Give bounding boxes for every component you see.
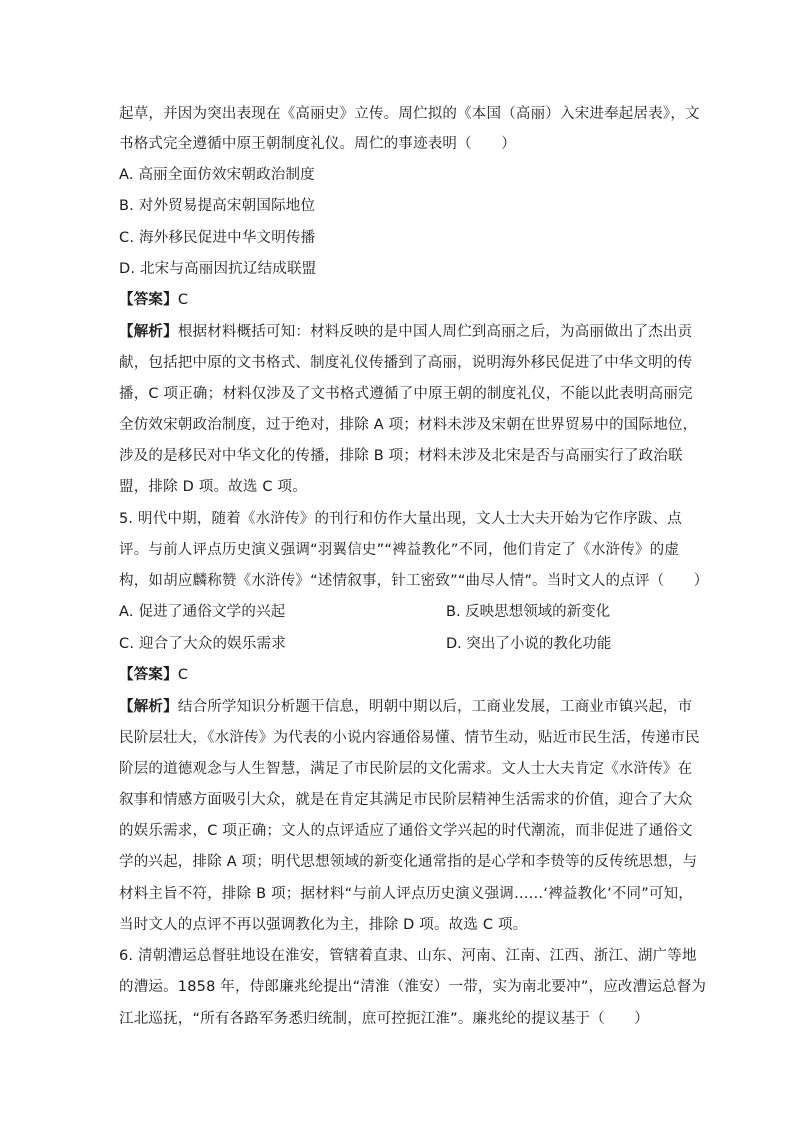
q4-analysis-line: 盟，排除 D 项。故选 C 项。 (119, 479, 307, 495)
q5-analysis-line: 阶层的道德观念与人生智慧，满足了市民阶层的文化需求。文人士大夫肯定《水浒传》在 (119, 761, 693, 777)
q4-analysis-line: 献，包括把中原的文书格式、制度礼仪传播到了高丽，说明海外移民促进了中华文明的传 (119, 355, 693, 371)
q5-analysis-line: 的娱乐需求，C 项正确；文人的点评适应了通俗文学兴起的时代潮流，而非促进了通俗文 (119, 823, 693, 839)
q5-analysis-line: 学的兴起，排除 A 项；明代思想领域的新变化通常指的是心学和李贽等的反传统思想，与 (119, 854, 698, 870)
q5-option-c: C. 迎合了大众的娱乐需求 (119, 636, 286, 652)
analysis-label: 【解析】 (119, 699, 178, 715)
q5-stem-line: 构，如胡应麟称赞《水浒传》“述情叙事，针工密致”“曲尽人情”。当时文人的点评（ ） (119, 573, 709, 589)
q4-analysis-line (119, 322, 692, 342)
q5-answer (119, 665, 188, 685)
answer-label: 【答案】 (119, 667, 178, 683)
q5-analysis-line: 当时文人的点评不再以强调教化为主，排除 D 项。故选 C 项。 (119, 917, 528, 933)
q4-option-a: A. 高丽全面仿效宋朝政治制度 (119, 167, 315, 183)
analysis-label: 【解析】 (119, 324, 178, 340)
q4-stem-line: 起草，并因为突出表现在《高丽史》立传。周伫拟的《本国（高丽）入宋进奉起居表》，文 (119, 106, 700, 122)
q5-stem-line: 评。与前人评点历史演义强调“羽翼信史”“裨益教化”不同，他们肯定了《水浒传》的虚 (119, 542, 680, 558)
q5-option-b: B. 反映思想领域的新变化 (446, 604, 611, 620)
q4-option-b: B. 对外贸易提高宋朝国际地位 (119, 198, 316, 214)
q4-analysis-line: 播，C 项正确；材料仅涉及了文书格式遵循了中原王朝的制度礼仪，不能以此表明高丽完 (119, 386, 693, 402)
q4-option-d: D. 北宋与高丽因抗辽结成联盟 (119, 261, 317, 277)
answer-value: C (177, 292, 189, 308)
analysis-text: 根据材料概括可知：材料反映的是中国人周伫到高丽之后，为高丽做出了杰出贡 (177, 324, 693, 340)
q6-stem-line: 江北巡抚，“所有各路军务悉归统制，庶可控扼江淮”。廉兆纶的提议基于（ ） (119, 1011, 649, 1027)
analysis-text: 结合所学知识分析题干信息，明朝中期以后，工商业发展，工商业市镇兴起，市 (177, 699, 693, 715)
q4-analysis-line: 涉及的是移民对中华文化的传播，排除 B 项；材料未涉及北宋是否与高丽实行了政治联 (119, 448, 683, 464)
q5-option-a: A. 促进了通俗文学的兴起 (119, 604, 286, 620)
q4-option-c: C. 海外移民促进中华文明传播 (119, 230, 316, 246)
q6-stem-line: 6. 清朝漕运总督驻地设在淮安，管辖着直隶、山东、河南、江南、江西、浙江、湖广等地 (119, 948, 697, 964)
q5-stem-line: 5. 明代中期，随着《水浒传》的刊行和仿作大量出现，文人士大夫开始为它作序跋、点 (119, 511, 682, 527)
q5-analysis-line (119, 697, 692, 717)
answer-value: C (177, 667, 189, 683)
q6-stem-line: 的漕运。1858 年，侍郎廉兆纶提出“清淮（淮安）一带，实为南北要冲”，应改漕运总督为 (119, 979, 707, 995)
q4-analysis-line: 全仿效宋朝政治制度，过于绝对，排除 A 项；材料未涉及宋朝在世界贸易中的国际地位， (119, 417, 698, 433)
q5-option-d: D. 突出了小说的教化功能 (446, 636, 612, 652)
q4-stem-line: 书格式完全遵循中原王朝制度礼仪。周伫的事迹表明（ ） (119, 136, 516, 152)
q5-analysis-line: 叙事和情感方面吸引大众，就是在肯定其满足市民阶层精神生活需求的价值，迎合了大众 (119, 792, 693, 808)
q5-analysis-line: 材料主旨不符，排除 B 项；据材料“与前人评点历史演义强调……‘裨益教化’不同”可知， (119, 886, 694, 902)
answer-label: 【答案】 (119, 292, 178, 308)
q4-answer (119, 290, 188, 310)
q5-analysis-line: 民阶层壮大，《水浒传》为代表的小说内容通俗易懂、情节生动，贴近市民生活，传递市民 (119, 730, 700, 746)
